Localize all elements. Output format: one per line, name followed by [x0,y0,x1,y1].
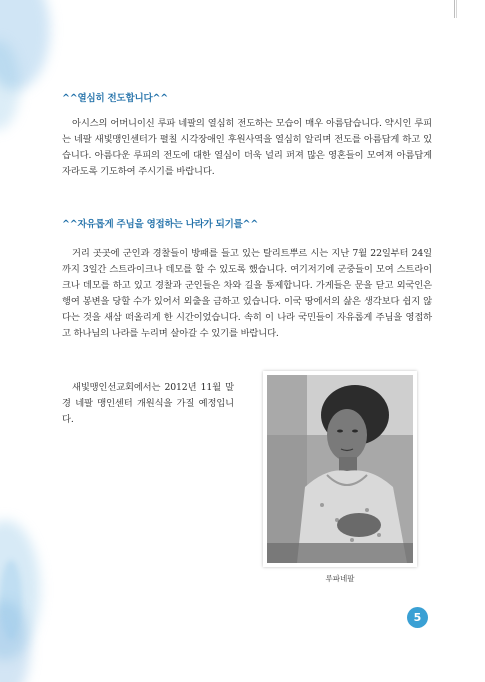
photo-frame [263,371,417,567]
paragraph-evangelism [62,116,432,180]
section-heading-evangelism: ^^열심히 전도합니다^^ [62,93,168,104]
top-rule [456,0,457,18]
watercolor-decoration [0,560,22,640]
paragraph-center-opening [62,380,234,428]
photo-rupa-nepal [267,375,413,563]
paragraph-text: 거리 곳곳에 군인과 경찰들이 방패를 들고 있는 탈리트뿌르 시는 지난 7월 22일부터 24일까지 3일간 스트라이크나 데모를 할 수 있도록 했습니다. 여기저기에 군중들이 모여 스트라이크나 데모를 하고 있고 경찰과 군인들은 차와 길을 통제합니다. 가게들은 문을 닫고 외국인은 행여 봉변을 당할 수가 있어서 외출을 금하고 있습니다. 이국 땅에서의 삶은 생각보다 쉽지 않다는 것을 새삼 떠올리게 한 시간이었습니다. 속히 이 나라 국민들이 자유롭게 주님을 영접하고 하나님의 나라를 누리며 살아갈 수 있기를 바랍니다. [62,248,432,339]
paragraph-text: 아시스의 어머니이신 루파 네팔의 열심히 전도하는 모습이 매우 아름답습니다. 약시인 루피는 네팔 새빛맹인센터가 펼칠 시각장애인 후원사역을 열심히 알리며 전도를 아름답게 하고 있습니다. 아름다운 루피의 전도에 대한 열심이 더욱 널리 퍼져 많은 영혼들이 모여져 아름답게 자라도록 기도하여 주시기를 바랍니다. [62,118,432,177]
paragraph-strike [62,246,432,342]
page-number-badge: 5 [407,607,428,628]
photo-illustration [267,375,413,563]
paragraph-text: 새빛맹인선교회에서는 2012년 11월 말경 네팔 맹인센터 개원식을 가질 예정입니다. [62,382,234,425]
photo-caption: 루파네팔 [325,574,355,583]
section-heading-freedom: ^^자유롭게 주님을 영접하는 나라가 되기를^^ [62,219,259,230]
top-rule [454,0,455,18]
